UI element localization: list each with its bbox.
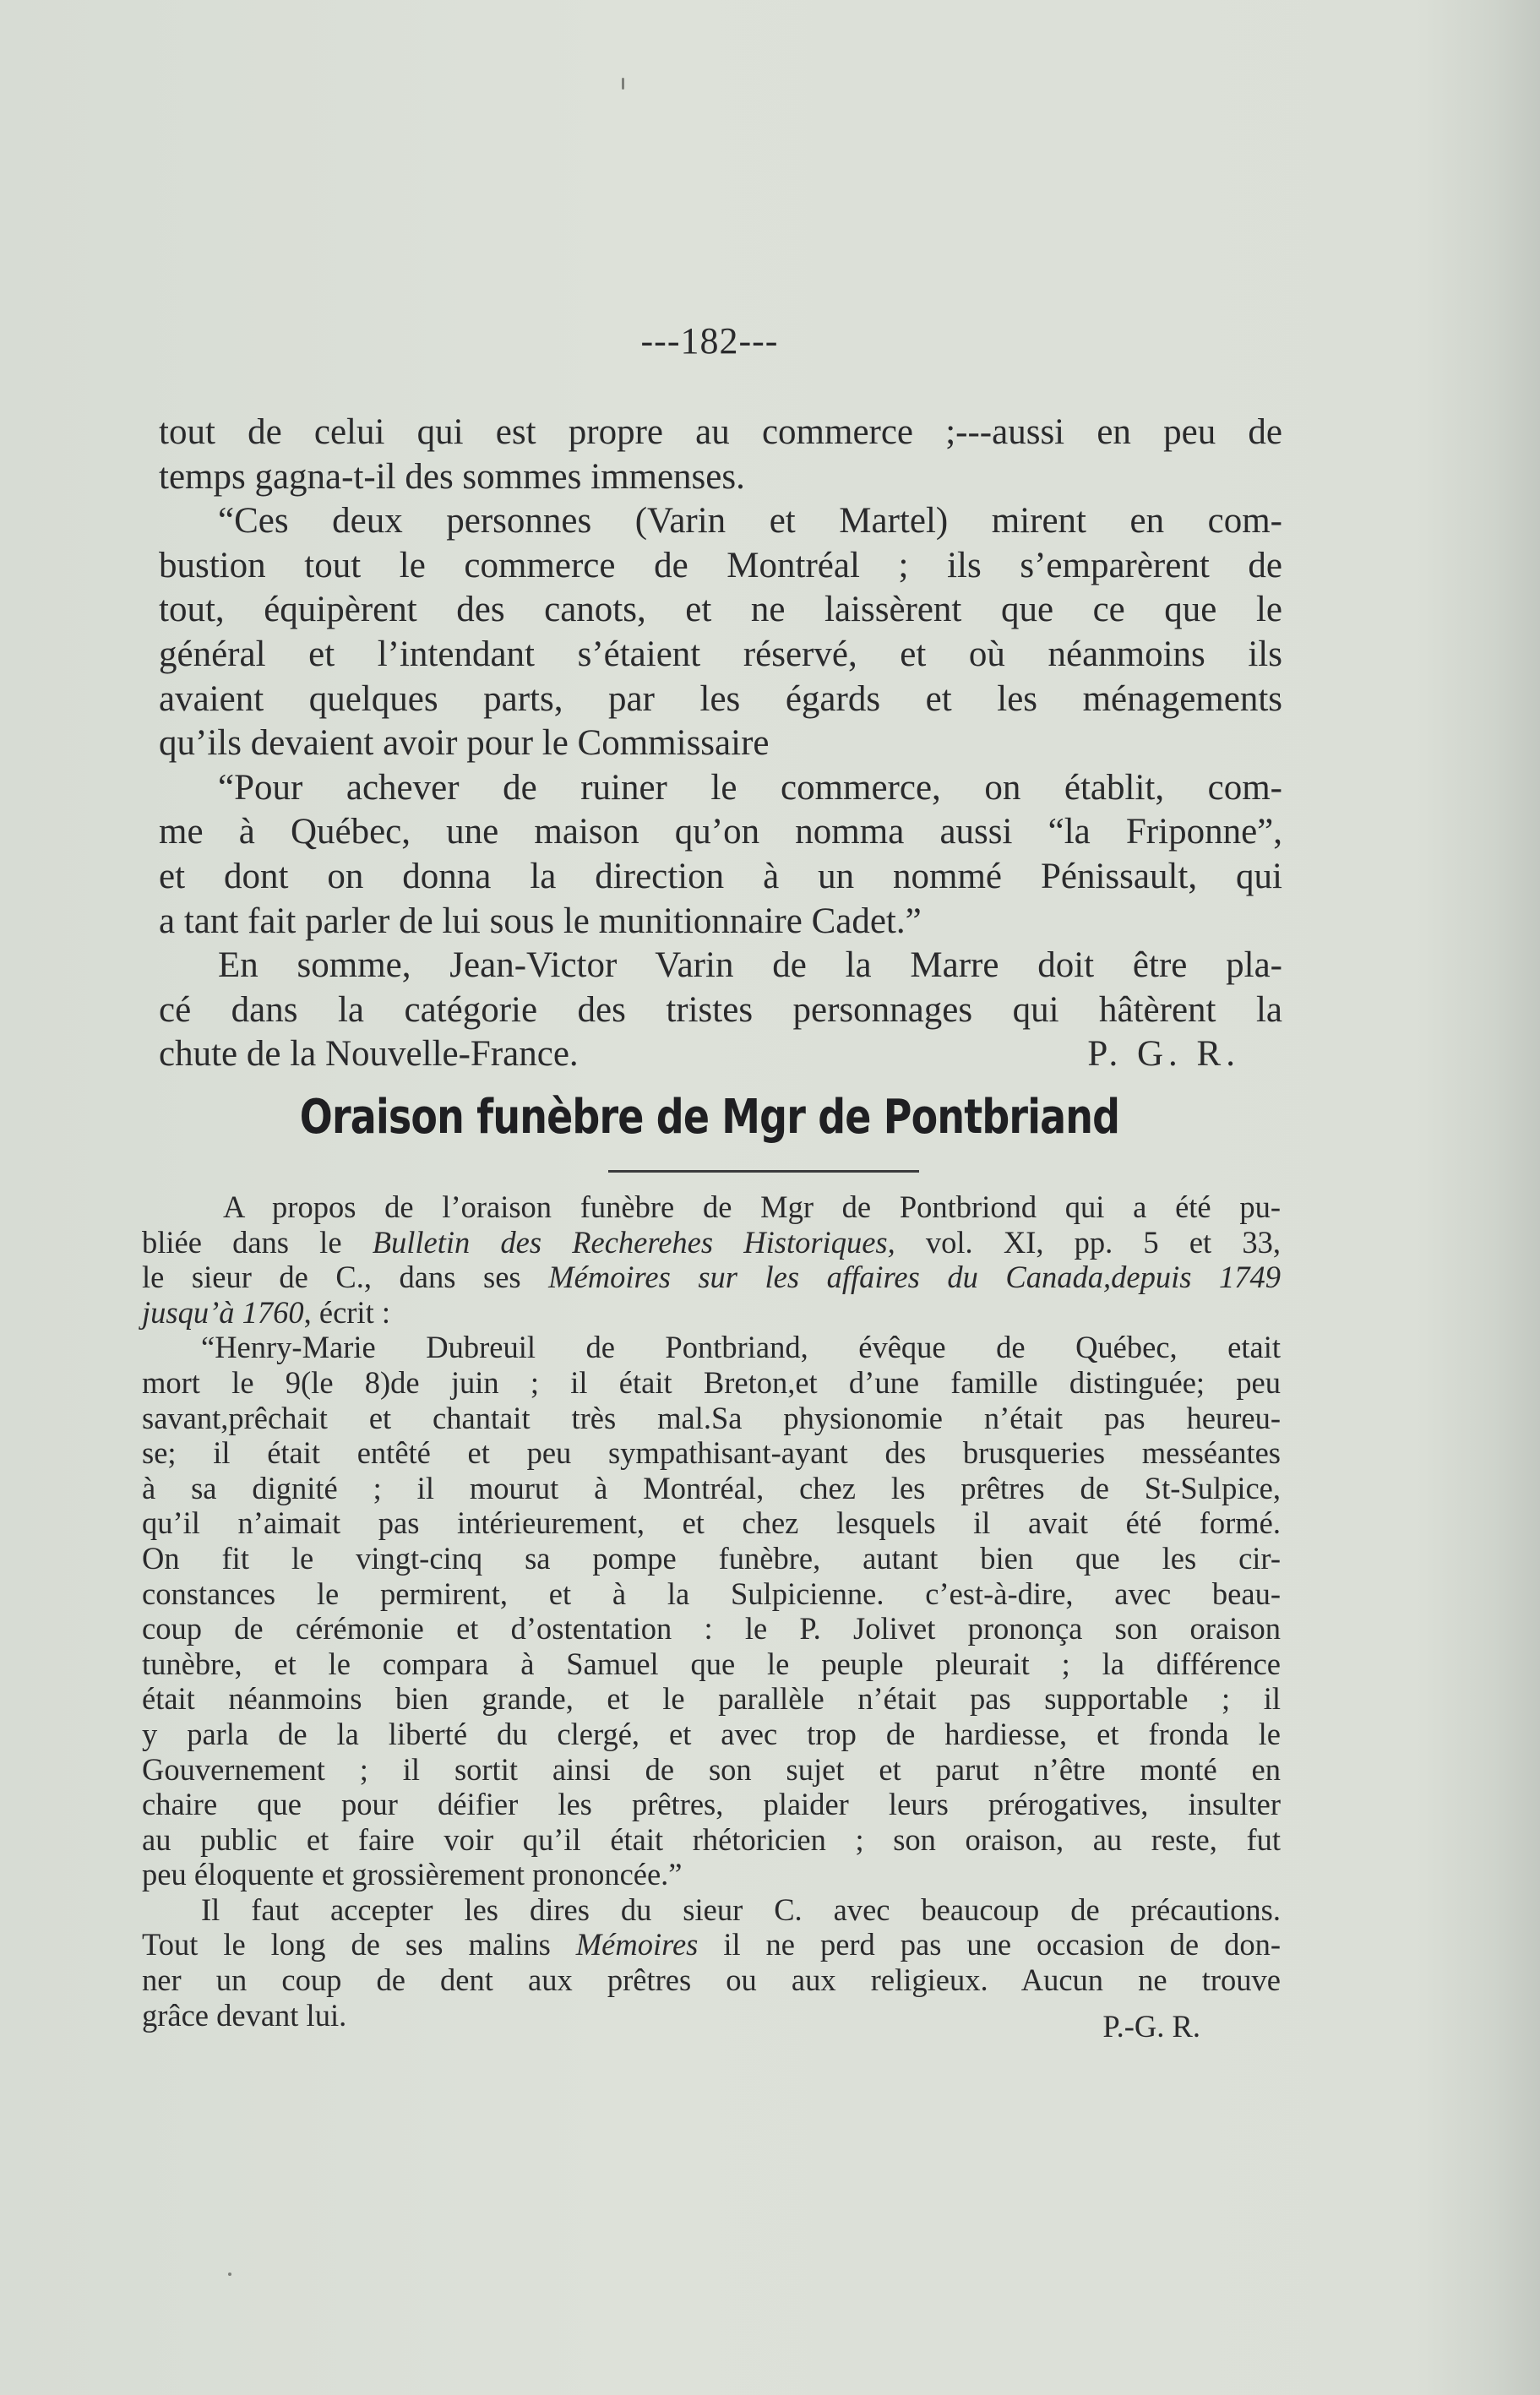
text-line: et dont on donna la direction à un nommé Pénissault, qui bbox=[159, 856, 1282, 896]
quote-line: au public et faire voir qu’il était rhétoricien ; son oraison, au reste, fut bbox=[142, 1821, 1281, 1857]
text-line: a tant fait parler de lui sous le munitionnaire Cadet.” bbox=[159, 901, 922, 941]
article-signature: P.-G. R. bbox=[1102, 2009, 1200, 2044]
quote-line: qu’il n’aimait pas intérieurement, et chez lesquels il avait été formé. bbox=[142, 1505, 1281, 1541]
text-line: bustion tout le commerce de Montréal ; ils s’emparèrent de bbox=[159, 545, 1282, 585]
text-line: tout, équipèrent des canots, et ne laissèrent que ce que le bbox=[159, 590, 1282, 630]
text-line: chute de la Nouvelle-France. bbox=[159, 1034, 579, 1075]
paper-speck bbox=[622, 78, 624, 90]
section-continued-text bbox=[159, 411, 1282, 1077]
text-line: temps gagna-t-il des sommes immenses. bbox=[159, 456, 745, 497]
text-line: tout de celui qui est propre au commerce ;---aussi en peu de bbox=[159, 412, 1282, 452]
quote-line: constances le permirent, et à la Sulpicienne. c’est-à-dire, avec beau- bbox=[142, 1576, 1281, 1611]
text-line: avaient quelques parts, par les égards et les ménagements bbox=[159, 678, 1282, 719]
quote-line: “Henry-Marie Dubreuil de Pontbriand, évêque de Québec, etait bbox=[201, 1330, 1281, 1365]
quote-line: tunèbre, et le compara à Samuel que le peuple pleurait ; la différence bbox=[142, 1646, 1281, 1681]
text-line: “Pour achever de ruiner le commerce, on établit, com- bbox=[218, 767, 1282, 808]
quote-line: savant,prêchait et chantait très mal.Sa physionomie n’était pas heureu- bbox=[142, 1400, 1281, 1435]
text-line: qu’ils devaient avoir pour le Commissaire bbox=[159, 723, 770, 764]
quote-line: se; il était entêté et peu sympathisant-ayant des brusqueries messéantes bbox=[142, 1435, 1281, 1471]
closing-text-line: Il faut accepter les dires du sieur C. avec beaucoup de précautions. bbox=[201, 1892, 1281, 1927]
text-line: général et l’intendant s’étaient réservé, et où néanmoins ils bbox=[159, 634, 1282, 674]
quote-line: chaire que pour déifier les prêtres, plaider leurs prérogatives, insulter bbox=[142, 1787, 1281, 1822]
closing-line bbox=[159, 1032, 1282, 1077]
intro-line: A propos de l’oraison funèbre de Mgr de Pontbriond qui a été pu- bbox=[223, 1189, 1281, 1224]
title-divider bbox=[608, 1170, 919, 1173]
quote-line: à sa dignité ; il mourut à Montréal, chez les prêtres de St-Sulpice, bbox=[142, 1470, 1281, 1505]
article-body bbox=[142, 1189, 1281, 2044]
closing-text-line: ner un coup de dent aux prêtres ou aux religieux. Aucun ne trouve bbox=[142, 1962, 1281, 1998]
closing-text-line: grâce devant lui. bbox=[142, 1997, 347, 2033]
intro-line: jusqu’à 1760, écrit : bbox=[142, 1294, 390, 1330]
closing-text-line: Tout le long de ses malins Mémoires il ne perd pas une occasion de don- bbox=[142, 1927, 1281, 1962]
quote-line: On fit le vingt-cinq sa pompe funèbre, autant bien que les cir- bbox=[142, 1540, 1281, 1576]
quote-line: mort le 9(le 8)de juin ; il était Breton,et d’une famille distinguée; peu bbox=[142, 1364, 1281, 1400]
text-line: cé dans la catégorie des tristes personnages qui hâtèrent la bbox=[159, 989, 1282, 1030]
text-line: En somme, Jean-Victor Varin de la Marre doit être pla- bbox=[218, 945, 1282, 986]
quote-line: coup de cérémonie et d’ostentation : le P. Jolivet prononça son oraison bbox=[142, 1611, 1281, 1647]
paper-speck bbox=[228, 2273, 231, 2276]
text-line: me à Québec, une maison qu’on nomma aussi “la Friponne”, bbox=[159, 812, 1282, 852]
intro-line: le sieur de C., dans ses Mémoires sur les affaires du Canada,depuis 1749 bbox=[142, 1260, 1281, 1295]
text-line: “Ces deux personnes (Varin et Martel) mirent en com- bbox=[218, 501, 1282, 542]
quote-line: était néanmoins bien grande, et le parallèle n’était pas supportable ; il bbox=[142, 1681, 1281, 1717]
article-title: Oraison funèbre de Mgr de Pontbriand bbox=[299, 1090, 1120, 1145]
intro-line: bliée dans le Bulletin des Recherehes Historiques, vol. XI, pp. 5 et 33, bbox=[142, 1224, 1281, 1260]
quote-line: Gouvernement ; il sortit ainsi de son sujet et parut n’être monté en bbox=[142, 1751, 1281, 1787]
page-number: ---182--- bbox=[640, 320, 779, 362]
quote-line: peu éloquente et grossièrement prononcée.” bbox=[142, 1857, 683, 1892]
quote-line: y parla de la liberté du clergé, et avec trop de hardiesse, et fronda le bbox=[142, 1716, 1281, 1751]
author-signature: P. G. R. bbox=[1087, 1034, 1240, 1075]
